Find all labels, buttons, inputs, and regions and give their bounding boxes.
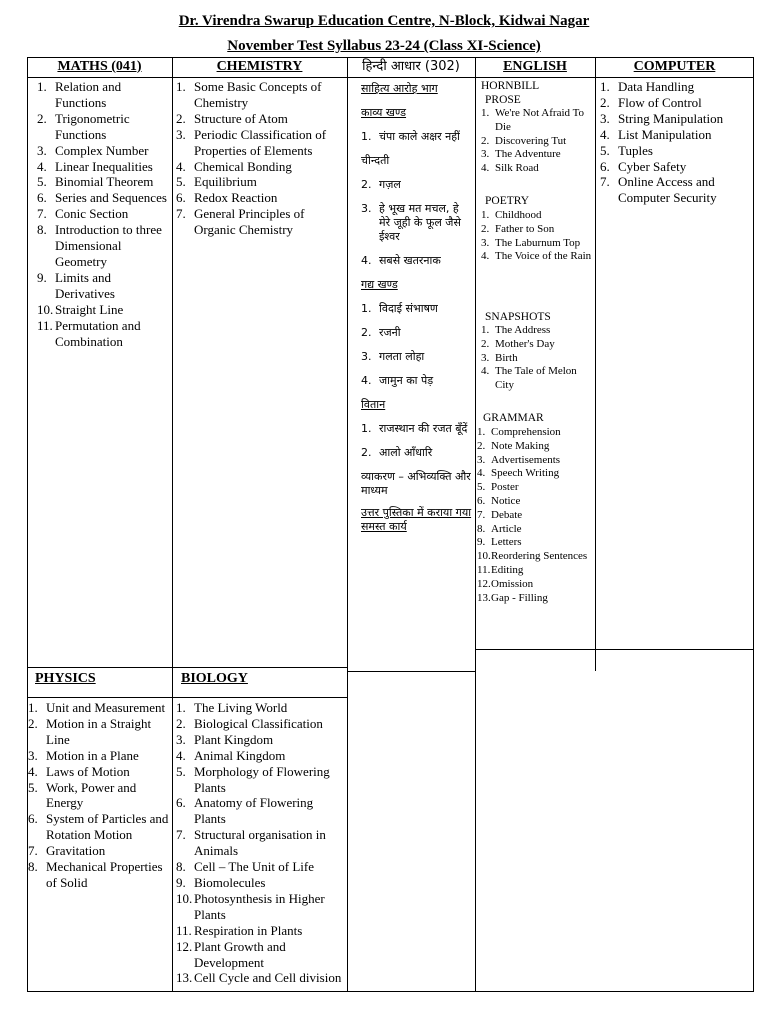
school-name-heading: Dr. Virendra Swarup Education Centre, N-Block, Kidwai Nagar — [178, 13, 590, 29]
item-number: 4. — [477, 467, 486, 480]
hindi-kavya-heading: काव्य खण्ड — [361, 106, 407, 119]
english-poetry-label: POETRY — [485, 195, 530, 207]
chemistry-topic-list — [176, 79, 344, 238]
item-text: The Laburnum Top — [495, 236, 581, 249]
maths-topic — [37, 174, 171, 190]
biology-topic — [176, 700, 346, 716]
item-number: 4. — [481, 250, 490, 263]
item-number: 2. — [481, 222, 490, 235]
english-grammar-topic — [477, 426, 593, 440]
chemistry-topic — [176, 111, 344, 127]
chemistry-topic — [176, 174, 344, 190]
item-text: राजस्थान की रजत बूँदें — [379, 422, 468, 435]
item-text: Notice — [491, 494, 521, 507]
item-number: 4. — [28, 763, 38, 779]
item-text: Laws of Motion — [46, 763, 130, 779]
item-number: 13. — [477, 591, 491, 604]
item-number: 3. — [37, 142, 47, 158]
english-grammar-topic — [477, 495, 593, 509]
computer-topic-list — [600, 79, 752, 206]
english-grammar-topic — [477, 454, 593, 468]
lower-section-divider — [27, 667, 348, 668]
item-number: 5. — [37, 174, 47, 190]
maths-topic — [37, 159, 171, 175]
item-number: 3. — [477, 453, 486, 466]
item-text: Gap - Filling — [491, 591, 548, 604]
item-number: 3. — [481, 148, 490, 161]
english-poetry-topic — [481, 250, 593, 264]
maths-topic — [37, 79, 171, 111]
chemistry-topic — [176, 190, 344, 206]
item-text: Morphology of Flowering Plants — [194, 763, 330, 795]
column-divider-4 — [595, 57, 596, 671]
item-number: 2. — [37, 110, 47, 126]
item-number: 6. — [28, 811, 38, 827]
english-grammar-topic — [477, 523, 593, 537]
biology-topic — [176, 827, 346, 859]
maths-title: MATHS (041) — [57, 59, 142, 74]
english-snapshot-topic — [481, 324, 593, 338]
chemistry-topic — [176, 79, 344, 111]
physics-topic — [28, 764, 171, 780]
item-text: Speech Writing — [491, 467, 560, 480]
english-grammar-topic — [477, 536, 593, 550]
lower-header-divider — [27, 697, 348, 698]
physics-title: PHYSICS — [35, 671, 96, 686]
item-text: Series and Sequences — [55, 190, 167, 206]
hindi-prose-list — [361, 302, 473, 388]
item-number: 3. — [361, 350, 372, 363]
item-number: 5. — [28, 779, 38, 795]
item-number: 1. — [361, 302, 372, 315]
item-number: 9. — [477, 536, 486, 549]
english-prose-topic — [481, 162, 593, 176]
item-text: सबसे खतरनाक — [379, 254, 441, 267]
biology-topic — [176, 764, 346, 796]
item-text: Motion in a Plane — [46, 747, 139, 763]
computer-topic — [600, 79, 752, 95]
item-number: 5. — [176, 174, 186, 190]
item-number: 8. — [176, 859, 186, 875]
item-text: Introduction to three Dimensional Geometry — [55, 222, 162, 269]
item-text: Photosynthesis in Higher Plants — [194, 890, 325, 922]
item-text: Anatomy of Flowering Plants — [194, 795, 314, 827]
maths-topic — [37, 206, 171, 222]
chemistry-topic — [176, 159, 344, 175]
item-text: Article — [491, 522, 522, 535]
item-text: Advertisements — [491, 453, 561, 466]
hindi-grammar-label: व्याकरण – अभिव्यक्ति और माध्यम — [361, 470, 471, 497]
hindi-title: हिन्दी आधार (302) — [362, 59, 460, 74]
maths-topic — [37, 270, 171, 302]
item-text: String Manipulation — [618, 110, 724, 126]
hindi-list-item — [361, 302, 473, 316]
item-number: 4. — [176, 747, 186, 763]
item-text: The Tale of Melon City — [495, 365, 577, 392]
hindi-list-item — [361, 374, 473, 388]
item-text: गज़ल — [379, 178, 401, 191]
hindi-list-item — [361, 202, 473, 244]
maths-topic — [37, 111, 171, 143]
item-number: 2. — [481, 337, 490, 350]
computer-topic — [600, 174, 752, 206]
hindi-vitan-heading: वितान — [361, 398, 386, 411]
physics-topic — [28, 843, 171, 859]
hindi-vitan-list — [361, 422, 473, 460]
physics-topic — [28, 859, 171, 891]
item-number: 4. — [361, 374, 372, 387]
syllabus-title-heading: November Test Syllabus 23-24 (Class XI-Science) — [227, 38, 541, 54]
item-number: 2. — [28, 715, 38, 731]
item-number: 10. — [176, 890, 193, 906]
biology-topic — [176, 970, 346, 986]
item-text: The Voice of the Rain — [495, 250, 592, 263]
item-text: रजनी — [379, 326, 401, 339]
item-number: 3. — [28, 747, 38, 763]
biology-topic — [176, 716, 346, 732]
hindi-list-item — [361, 422, 473, 436]
item-text: विदाई संभाषण — [379, 302, 438, 315]
hindi-list-item — [361, 254, 473, 268]
item-text: Mechanical Properties of Solid — [46, 859, 163, 890]
english-hornbill-label: HORNBILL — [481, 80, 540, 92]
maths-topic — [37, 222, 171, 270]
item-text: Linear Inequalities — [55, 158, 153, 174]
physics-topic — [28, 700, 171, 716]
item-text: Binomial Theorem — [55, 174, 154, 190]
maths-topic-list — [37, 79, 171, 349]
item-text: Reordering Sentences — [491, 550, 588, 563]
item-text: Structural organisation in Animals — [194, 827, 326, 859]
computer-topic — [600, 111, 752, 127]
item-number: 8. — [37, 222, 47, 238]
item-text: Gravitation — [46, 843, 106, 859]
english-grammar-topic — [477, 578, 593, 592]
computer-title: COMPUTER — [633, 59, 716, 74]
item-text: गलता लोहा — [379, 350, 425, 363]
biology-topic — [176, 732, 346, 748]
item-number: 3. — [481, 236, 490, 249]
maths-topic — [37, 143, 171, 159]
item-number: 11. — [37, 317, 53, 333]
english-grammar-list — [477, 426, 593, 605]
hindi-list-item — [361, 446, 473, 460]
item-text: Childhood — [495, 209, 542, 221]
computer-topic — [600, 159, 752, 175]
item-number: 2. — [361, 178, 372, 191]
english-snapshot-topic — [481, 338, 593, 352]
english-grammar-topic — [477, 509, 593, 523]
item-text: Chemical Bonding — [194, 158, 292, 174]
english-poetry-topic — [481, 209, 593, 223]
english-prose-label: PROSE — [485, 94, 521, 106]
item-text: Biomolecules — [194, 874, 266, 890]
item-text: Tuples — [618, 142, 653, 158]
item-number: 2. — [361, 446, 372, 459]
maths-topic — [37, 302, 171, 318]
item-text: Birth — [495, 351, 518, 364]
item-number: 8. — [477, 522, 486, 535]
item-number: 1. — [176, 700, 186, 715]
hindi-poem-list-2 — [361, 178, 473, 268]
english-grammar-topic — [477, 467, 593, 481]
column-divider-2 — [347, 57, 348, 671]
item-text: जामुन का पेड़ — [379, 374, 434, 387]
item-text: Debate — [491, 508, 523, 521]
item-text: Respiration in Plants — [194, 922, 303, 938]
item-number: 3. — [361, 202, 372, 215]
hindi-chindi-label: चीन्दती — [361, 154, 390, 167]
english-grammar-topic — [477, 550, 593, 564]
item-text: Periodic Classification of Properties of Elements — [194, 126, 327, 158]
english-snapshots-list — [481, 324, 593, 393]
computer-topic — [600, 143, 752, 159]
item-number: 11. — [477, 563, 491, 576]
item-text: Omission — [491, 577, 534, 590]
item-text: Motion in a Straight Line — [46, 715, 152, 747]
item-text: चंपा काले अक्षर नहीं — [379, 130, 460, 143]
header-row-divider — [27, 77, 754, 78]
item-number: 4. — [176, 158, 186, 174]
english-grammar-topic — [477, 440, 593, 454]
column-divider-1 — [172, 57, 173, 992]
item-number: 10. — [477, 550, 491, 563]
hindi-note-label: उत्तर पुस्तिका में कराया गया समस्त कार्य — [361, 506, 472, 533]
item-text: The Address — [495, 324, 551, 336]
item-number: 2. — [176, 715, 186, 731]
biology-topic — [176, 875, 346, 891]
item-number: 4. — [481, 162, 490, 175]
item-text: Limits and Derivatives — [55, 269, 115, 301]
item-text: Silk Road — [495, 162, 539, 175]
item-number: 1. — [361, 422, 372, 435]
english-prose-list — [481, 107, 593, 176]
item-text: List Manipulation — [618, 126, 712, 142]
item-text: Animal Kingdom — [194, 747, 286, 763]
hindi-list-item — [361, 178, 473, 192]
computer-topic — [600, 95, 752, 111]
physics-topic — [28, 780, 171, 812]
item-text: हे भूख मत मचल, हे मेरे जूही के फूल जैसे ईश्वर — [379, 202, 461, 243]
item-number: 3. — [176, 126, 186, 142]
english-snapshot-topic — [481, 352, 593, 366]
physics-topic — [28, 716, 171, 748]
item-text: आलो आँधारि — [379, 446, 433, 459]
item-number: 6. — [176, 190, 186, 206]
item-text: Editing — [491, 563, 524, 576]
hindi-list-item — [361, 130, 473, 144]
english-bottom-divider — [475, 649, 596, 650]
item-text: General Principles of Organic Chemistry — [194, 206, 305, 238]
item-text: Work, Power and Energy — [46, 779, 137, 811]
item-text: Relation and Functions — [55, 79, 122, 110]
item-text: Father to Son — [495, 222, 555, 235]
item-number: 6. — [600, 158, 610, 174]
item-number: 3. — [176, 731, 186, 747]
item-number: 9. — [37, 269, 47, 285]
item-text: Plant Kingdom — [194, 731, 274, 747]
english-grammar-topic — [477, 481, 593, 495]
item-number: 3. — [481, 351, 490, 364]
item-number: 4. — [600, 126, 610, 142]
biology-topic-list — [176, 700, 346, 986]
item-text: Letters — [491, 536, 522, 549]
item-text: Structure of Atom — [194, 110, 288, 126]
english-grammar-topic — [477, 564, 593, 578]
computer-topic — [600, 127, 752, 143]
item-text: We're Not Afraid To Die — [495, 107, 585, 133]
english-snapshot-topic — [481, 365, 593, 393]
item-number: 1. — [481, 107, 490, 119]
maths-topic — [37, 318, 171, 350]
item-number: 7. — [477, 508, 486, 521]
english-prose-topic — [481, 135, 593, 149]
item-number: 6. — [477, 494, 486, 507]
hindi-sahitya-heading: साहित्य आरोह भाग — [361, 82, 438, 95]
biology-topic — [176, 859, 346, 875]
item-number: 1. — [361, 130, 372, 143]
item-number: 2. — [176, 110, 186, 126]
item-text: Complex Number — [55, 142, 149, 158]
maths-topic — [37, 190, 171, 206]
biology-topic — [176, 923, 346, 939]
hindi-poem-list — [361, 130, 473, 144]
item-number: 7. — [176, 827, 186, 843]
english-grammar-label: GRAMMAR — [483, 412, 544, 424]
item-number: 13. — [176, 970, 193, 986]
english-prose-topic — [481, 107, 593, 135]
item-text: Data Handling — [618, 79, 695, 94]
item-text: Mother's Day — [495, 337, 555, 350]
item-number: 7. — [37, 206, 47, 222]
chemistry-title: CHEMISTRY — [216, 59, 303, 74]
item-text: The Adventure — [495, 148, 561, 161]
item-number: 4. — [361, 254, 372, 267]
item-text: Online Access and Computer Security — [618, 174, 717, 206]
item-text: Straight Line — [55, 301, 124, 317]
item-text: Some Basic Concepts of Chemistry — [194, 79, 322, 110]
item-text: Permutation and Combination — [55, 317, 141, 349]
item-number: 4. — [37, 158, 47, 174]
biology-title: BIOLOGY — [181, 671, 248, 686]
item-number: 7. — [28, 843, 38, 859]
item-text: Flow of Control — [618, 94, 702, 110]
biology-topic — [176, 891, 346, 923]
biology-topic — [176, 795, 346, 827]
english-grammar-topic — [477, 592, 593, 606]
item-number: 2. — [477, 439, 486, 452]
item-number: 3. — [600, 110, 610, 126]
english-snapshots-label: SNAPSHOTS — [485, 311, 551, 323]
physics-topic — [28, 748, 171, 764]
item-number: 4. — [481, 365, 490, 378]
item-number: 1. — [37, 79, 47, 94]
item-number: 1. — [477, 426, 486, 438]
item-number: 1. — [28, 700, 38, 715]
item-number: 1. — [600, 79, 610, 94]
item-number: 11. — [176, 922, 192, 938]
item-number: 5. — [477, 481, 486, 494]
english-poetry-list — [481, 209, 593, 264]
hindi-list-item — [361, 350, 473, 364]
english-poetry-topic — [481, 223, 593, 237]
item-text: System of Particles and Rotation Motion — [46, 811, 169, 843]
item-text: Discovering Tut — [495, 134, 567, 147]
column-divider-2b — [347, 671, 348, 992]
item-text: Redox Reaction — [194, 190, 278, 206]
chemistry-topic — [176, 206, 344, 238]
item-number: 5. — [176, 763, 186, 779]
item-number: 1. — [481, 324, 490, 336]
item-number: 10. — [37, 301, 54, 317]
item-number: 7. — [176, 206, 186, 222]
item-text: Biological Classification — [194, 715, 323, 731]
hindi-gadya-heading: गद्य खण्ड — [361, 278, 398, 291]
item-number: 8. — [28, 859, 38, 875]
chemistry-topic — [176, 127, 344, 159]
item-number: 1. — [481, 209, 490, 221]
hindi-bottom-divider — [347, 671, 475, 672]
item-number: 2. — [361, 326, 372, 339]
item-number: 12. — [477, 577, 491, 590]
item-text: Unit and Measurement — [46, 700, 166, 715]
column-divider-3 — [475, 57, 476, 992]
item-text: Cyber Safety — [618, 158, 687, 174]
item-text: Note Making — [491, 439, 550, 452]
item-number: 9. — [176, 874, 186, 890]
item-text: Plant Growth and Development — [194, 938, 286, 970]
item-text: Conic Section — [55, 206, 129, 222]
hindi-list-item — [361, 326, 473, 340]
item-text: Cell – The Unit of Life — [194, 859, 314, 875]
item-text: Equilibrium — [194, 174, 257, 190]
item-text: Comprehension — [491, 426, 561, 438]
computer-bottom-divider — [595, 649, 754, 650]
item-number: 7. — [600, 174, 610, 190]
english-poetry-topic — [481, 237, 593, 251]
biology-topic — [176, 748, 346, 764]
hindi-section — [361, 82, 473, 534]
item-number: 2. — [481, 134, 490, 147]
item-text: Trigonometric Functions — [55, 110, 130, 142]
physics-topic — [28, 811, 171, 843]
item-number: 12. — [176, 938, 193, 954]
item-number: 2. — [600, 94, 610, 110]
item-number: 6. — [37, 190, 47, 206]
english-title: ENGLISH — [503, 59, 567, 74]
biology-topic — [176, 939, 346, 971]
item-number: 6. — [176, 795, 186, 811]
item-text: Poster — [491, 481, 519, 494]
physics-topic-list — [28, 700, 171, 891]
item-text: Cell Cycle and Cell division — [194, 970, 342, 986]
english-prose-topic — [481, 148, 593, 162]
item-number: 1. — [176, 79, 186, 94]
item-number: 5. — [600, 142, 610, 158]
item-text: The Living World — [194, 700, 288, 715]
